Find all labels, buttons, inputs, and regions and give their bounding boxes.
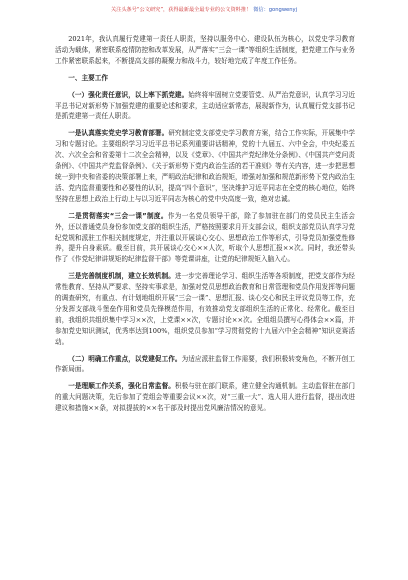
paragraph-text: 为适应派驻监督工作需要，我们积极转变角色，不断开创工作新局面。 (55, 354, 355, 374)
subheading-work-focus: （二）明确工作重点，以党建促工作。 (68, 354, 182, 363)
document-body (55, 34, 355, 414)
paragraph-supervision (55, 381, 355, 414)
lead-three-meetings: 二是贯彻落实“三会一课”制度。 (68, 211, 168, 220)
paragraph-three-meetings (55, 211, 355, 266)
subheading-responsibility: （一）强化责任意识，以上率下抓党建。 (68, 90, 189, 99)
banner-wechat: 微信：gongwenyj (253, 7, 298, 13)
paragraph-text: 积极与驻在部门联系，建立健全沟通机制。主动监督驻在部门的重大问题决策，先后参加了党组会等重要会议××次，对“三重一大”、选人用人进行监督，提出改进建议和措施××条，对拟提拔的××名干部及时提出党风廉洁情况的意见。 (55, 382, 355, 413)
paragraph-responsibility (55, 90, 355, 123)
banner-text: 关注头条号“公文研究”，获得最新最全最专业的公文资料推！ (110, 7, 252, 13)
paragraph-text: 始终将牢固树立党要管党、从严治党意识，认真学习习近平总书记对新形势下加强党建的重要论述和要求，主动适应新常态，展现新作为，认真履行党支部书记是抓党建第一责任人职责。 (55, 90, 356, 121)
paragraph-work-focus (55, 354, 355, 376)
lead-mechanism: 三是完善制度机制，建立长效机制。 (68, 272, 175, 281)
intro-paragraph: 2021年，我认真履行党建第一责任人职责，坚持以服务中心、建设队伍为核心，以党史学习教育活动为载体，紧密联系疫情防控和改革发展，从严落实“三会一课”等组织生活制度，把党建工作与业务工作紧密联系起来，不断提高支部的凝聚力和战斗力，较好地完成了年度工作任务。 (55, 35, 355, 65)
lead-party-history: 一是认真落实党史学习教育部署。 (68, 129, 169, 138)
paragraph-text: 研究制定党支部党史学习教育方案，结合工作实际，开展集中学习和专题讨论。主要组织学习习近平总书记系列重要讲话精神，党的十九届五、六中全会，中央纪委五次、六次全会和省委第十二次全会精神，以及《党章》、《中国共产党纪律处分条例》、《中国共产党问责条例》、《中国共产党监督条例》、《关于新形势下党内政治生活的若干准则》等有关内容，进一步把思想统一到中央和省委的决策部署上来，严明政治纪律和政治规矩，增强对加强和规范新形势下党内政治生活、党内监督重要性和必要性的认识，提高“四个意识”，坚决维护习近平同志在全党的核心地位，始终坚持在思想上政治上行动上与以习近平同志为核心的党中央高度一致，绝对忠诚。 (55, 129, 355, 203)
paragraph-text: 进一步完善理论学习、组织生活等各项制度，把党支部作为经常性教育、坚持从严要求、坚持实事求是，加强对党员思想政治教育和日常管理和党员作用发挥等问题的调查研究，有重点、有计划地组织开展“三会一课”、思想汇报、谈心交心和民主评议党员等工作，充分发挥支部战斗堡垒作用和党员先锋模范作用，有效推动党支部组织生活的正常化、经常化。截至目前，我组织共组织集中学习××次，上党课××次，专题讨论××次。全组组员撰写心得体会××篇，并参加党史知识测试，优秀率达到100%，组织党员参加“学习贯彻党的十九届六中全会精神”知识竞赛活动。 (55, 272, 355, 346)
header-banner (0, 6, 408, 14)
paragraph-text: 作为一名党员领导干部，除了参加驻在部门的党员民主生活会外，还以普通党员身份参加党支部的组织生活，严格按照要求月开支部会议，组织支部党员认真学习党纪党规和派驻工作相关制度规定，并注重以开展谈心交心、思想政治工作等形式，引导党员加强党性修养，提升自身素质。截至目前，共开展谈心交心××人次，听取个人思想汇报××次。同时，我还带头作了《作党纪律讲规矩的纪律监督干部》等党课讲座，让党的纪律规矩入脑入心。 (55, 211, 355, 264)
paragraph-party-history (55, 128, 355, 204)
lead-supervision: 一是理顺工作关系，强化日常监督。 (68, 382, 175, 391)
paragraph-mechanism (55, 271, 355, 347)
section-heading-main-work: 一、主要工作 (68, 73, 109, 82)
